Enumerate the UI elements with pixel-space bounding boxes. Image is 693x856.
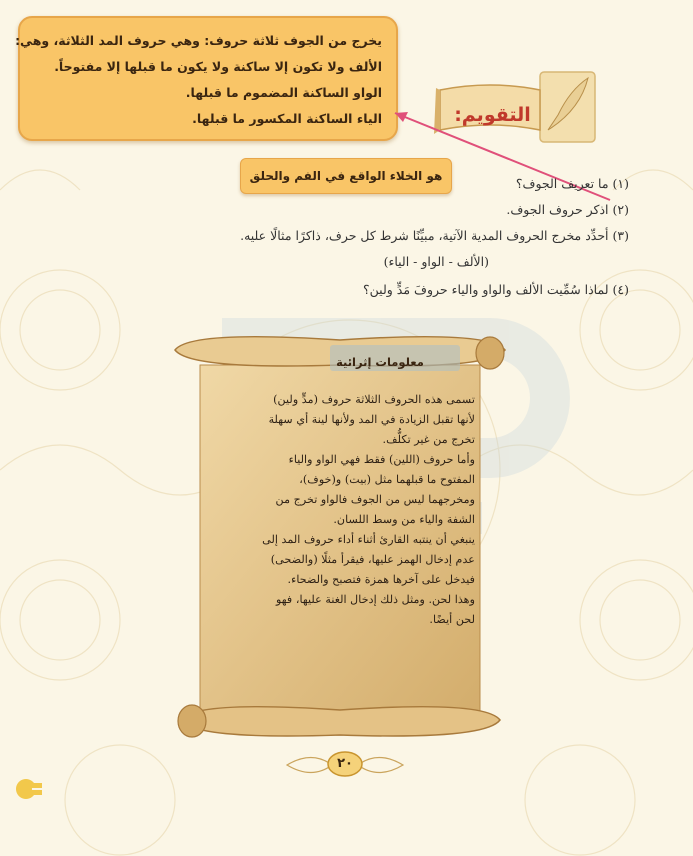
enrichment-line: الشفة والياء من وسط اللسان. (333, 513, 475, 526)
enrichment-line: ينبغي أن ينتبه القارئ أثناء أداء حروف المد إلى (262, 533, 475, 546)
answer-line: يخرج من الجوف ثلاثة حروف: وهي حروف المد الثلاثة، وهي: (15, 33, 382, 48)
question-item: (الألف - الواو - الياء) (383, 254, 489, 269)
enrichment-line: وأما حروف (اللين) فقط فهي الواو والياء (288, 453, 475, 466)
publisher-logo-icon (12, 776, 46, 802)
enrichment-line: تخرج من غير تكلُّف. (382, 433, 475, 446)
enrichment-body (205, 390, 475, 630)
definition-callout: هو الخلاء الواقع في الفم والحلق (240, 158, 452, 194)
enrichment-line: فيدخل على آخرها همزة فتصبح والضحاء. (287, 573, 475, 586)
enrichment-line: ومخرجهما ليس من الجوف فالواو تخرج من (275, 493, 475, 506)
enrichment-line: لحن أيضًا. (429, 613, 475, 626)
question-item: (٢) اذكر حروف الجوف. (506, 202, 629, 217)
page-number: ٢٠ (337, 756, 353, 771)
enrichment-line: لأنها تقبل الزيادة في المد ولأنها لينة أي سهلة (268, 413, 475, 426)
enrichment-title: معلومات إثرائية (336, 355, 424, 369)
question-item: (٤) لماذا سُمِّيت الألف والواو والياء حروفَ مَدٍّ ولين؟ (363, 282, 629, 297)
question-item: (١) ما تعريف الجوف؟ (515, 176, 629, 191)
question-item: (٣) أحدِّد مخرج الحروف المدية الآتية، مبيِّنًا شرط كل حرف، ذاكرًا مثالًا عليه. (240, 228, 629, 243)
enrichment-line: عدم إدخال الهمز عليها، فيقرأ مثلًا (والضحى) (270, 553, 475, 566)
answer-line: الواو الساكنة المضموم ما قبلها. (185, 85, 382, 100)
answer-line: الياء الساكنة المكسور ما قبلها. (192, 111, 382, 126)
section-title: التقويم: (454, 104, 531, 126)
enrichment-line: المفتوح ما قبلهما مثل (بيت) و(خوف)، (299, 473, 475, 486)
enrichment-line: وهذا لحن. ومثل ذلك إدخال الغنة عليها، فهو (276, 593, 475, 606)
enrichment-line: تسمى هذه الحروف الثلاثة حروف (مدٍّ ولين) (273, 393, 475, 406)
answer-line: الألف ولا تكون إلا ساكنة ولا يكون ما قبلها إلا مفتوحاً. (54, 59, 382, 74)
